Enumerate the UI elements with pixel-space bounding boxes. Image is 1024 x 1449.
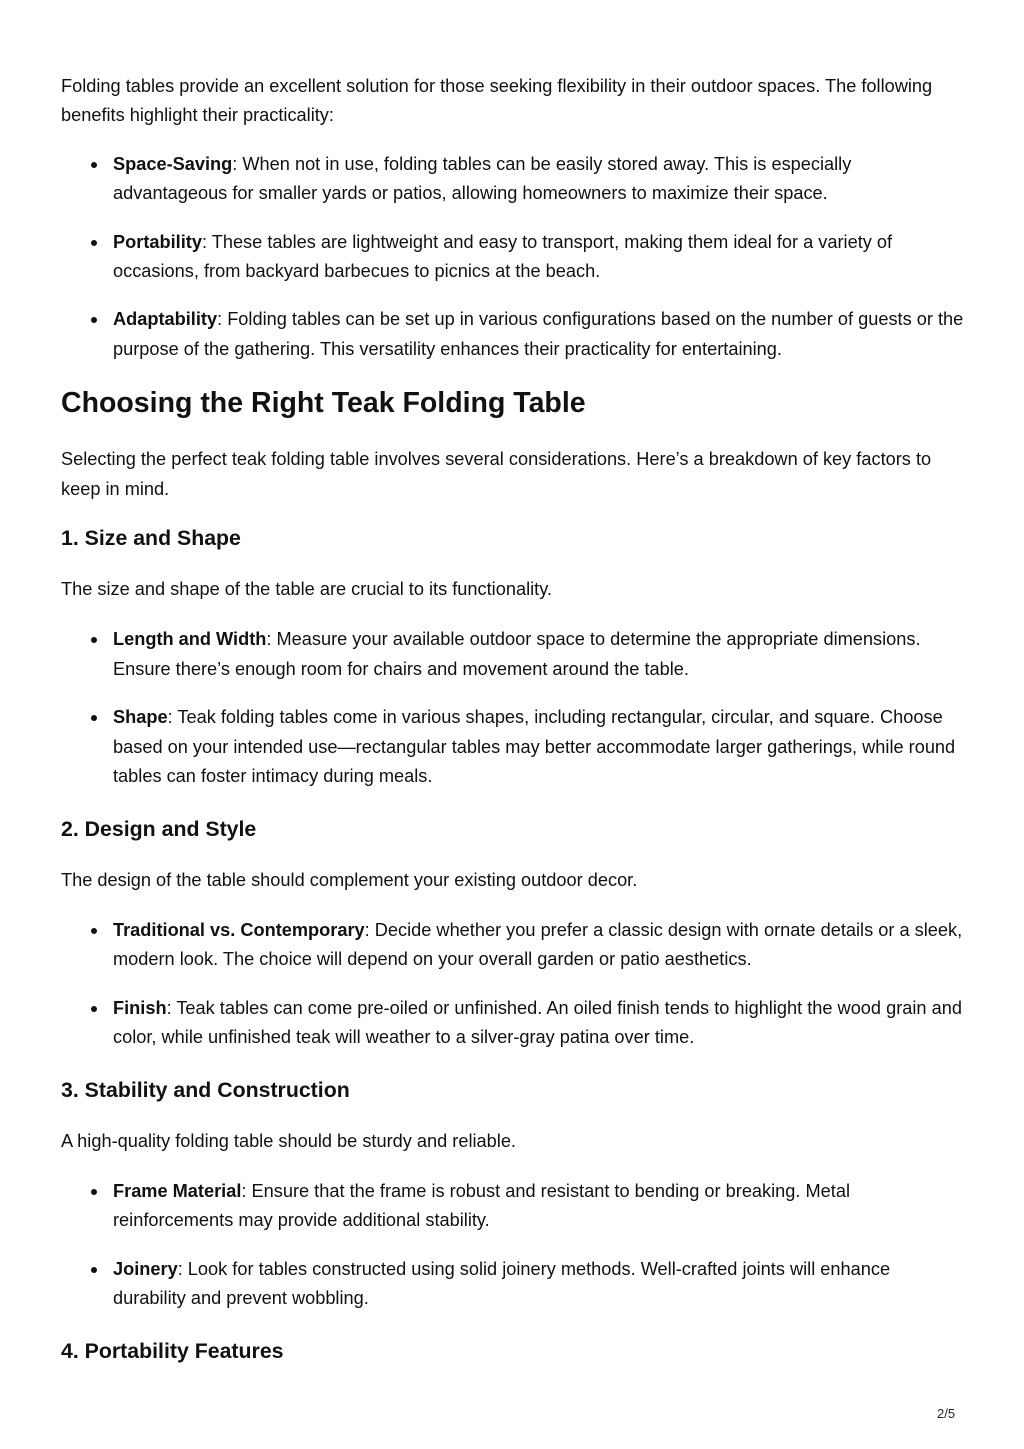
list-item-text: : Ensure that the frame is robust and resistant to bending or breaking. Metal reinforcements may provide additional stability. xyxy=(113,1180,850,1231)
list-item xyxy=(61,228,966,287)
list-item-term: Frame Material xyxy=(113,1180,242,1201)
section-heading-choosing: Choosing the Right Teak Folding Table xyxy=(61,387,586,420)
list-item xyxy=(61,994,966,1053)
list-item-text: : Teak tables can come pre-oiled or unfinished. An oiled finish tends to highlight the wood grain and color, while unfinished teak will weather to a silver-gray patina over time. xyxy=(113,997,962,1048)
paragraph-size-shape: The size and shape of the table are crucial to its functionality. xyxy=(61,579,552,600)
size-shape-list xyxy=(61,625,966,791)
list-item xyxy=(61,703,966,791)
list-item-term: Finish xyxy=(113,997,167,1018)
list-item-text: : Decide whether you prefer a classic design with ornate details or a sleek, modern look. The choice will depend on your overall garden or patio aesthetics. xyxy=(113,919,963,970)
list-item-text: : Look for tables constructed using solid joinery methods. Well-crafted joints will enhance durability and prevent wobbling. xyxy=(113,1258,891,1309)
list-item xyxy=(61,305,966,364)
intro-paragraph: Folding tables provide an excellent solution for those seeking flexibility in their outdoor spaces. The following benefits highlight their practicality: xyxy=(61,76,933,126)
list-item xyxy=(61,625,966,684)
section-paragraph-choosing: Selecting the perfect teak folding table involves several considerations. Here’s a breakdown of key factors to keep in mind. xyxy=(61,449,932,499)
subheading-size-shape: 1. Size and Shape xyxy=(61,526,241,551)
paragraph-design-style: The design of the table should complement your existing outdoor decor. xyxy=(61,869,638,890)
list-item xyxy=(61,1255,966,1314)
subheading-stability: 3. Stability and Construction xyxy=(61,1077,350,1102)
subheading-portability-features: 4. Portability Features xyxy=(61,1338,284,1363)
list-item-text: : Folding tables can be set up in various configurations based on the number of guests or the purpose of the gathering. This versatility enhances their practicality for entertaining. xyxy=(113,309,964,359)
benefits-list xyxy=(61,150,966,364)
list-item-text: : Measure your available outdoor space to determine the appropriate dimensions. Ensure there’s enough room for chairs and movement around the table. xyxy=(113,629,921,679)
list-item-term: Joinery xyxy=(113,1258,178,1279)
list-item-text: : When not in use, folding tables can be easily stored away. This is especially advantageous for smaller yards or patios, allowing homeowners to maximize their space. xyxy=(113,153,852,204)
list-item-term: Portability xyxy=(113,231,202,252)
subheading-design-style: 2. Design and Style xyxy=(61,816,257,841)
list-item-term: Length and Width xyxy=(113,629,267,650)
list-item-term: Space-Saving xyxy=(113,153,233,174)
design-style-list xyxy=(61,916,966,1053)
document-page xyxy=(61,72,966,1364)
list-item-text: : Teak folding tables come in various shapes, including rectangular, circular, and square. Choose based on your intended use—rectangular tables may better accommodate larger gatherings, while round tables can foster intimacy during meals. xyxy=(113,707,956,787)
list-item-term: Shape xyxy=(113,707,168,728)
list-item xyxy=(61,1177,966,1236)
list-item-text: : These tables are lightweight and easy to transport, making them ideal for a variety of occasions, from backyard barbecues to picnics at the beach. xyxy=(113,231,893,282)
list-item xyxy=(61,150,966,209)
list-item-term: Adaptability xyxy=(113,309,218,330)
page-number: 2/5 xyxy=(937,1406,956,1421)
stability-list xyxy=(61,1177,966,1314)
list-item-term: Traditional vs. Contemporary xyxy=(113,919,365,940)
paragraph-stability: A high-quality folding table should be sturdy and reliable. xyxy=(61,1130,516,1151)
list-item xyxy=(61,916,966,975)
